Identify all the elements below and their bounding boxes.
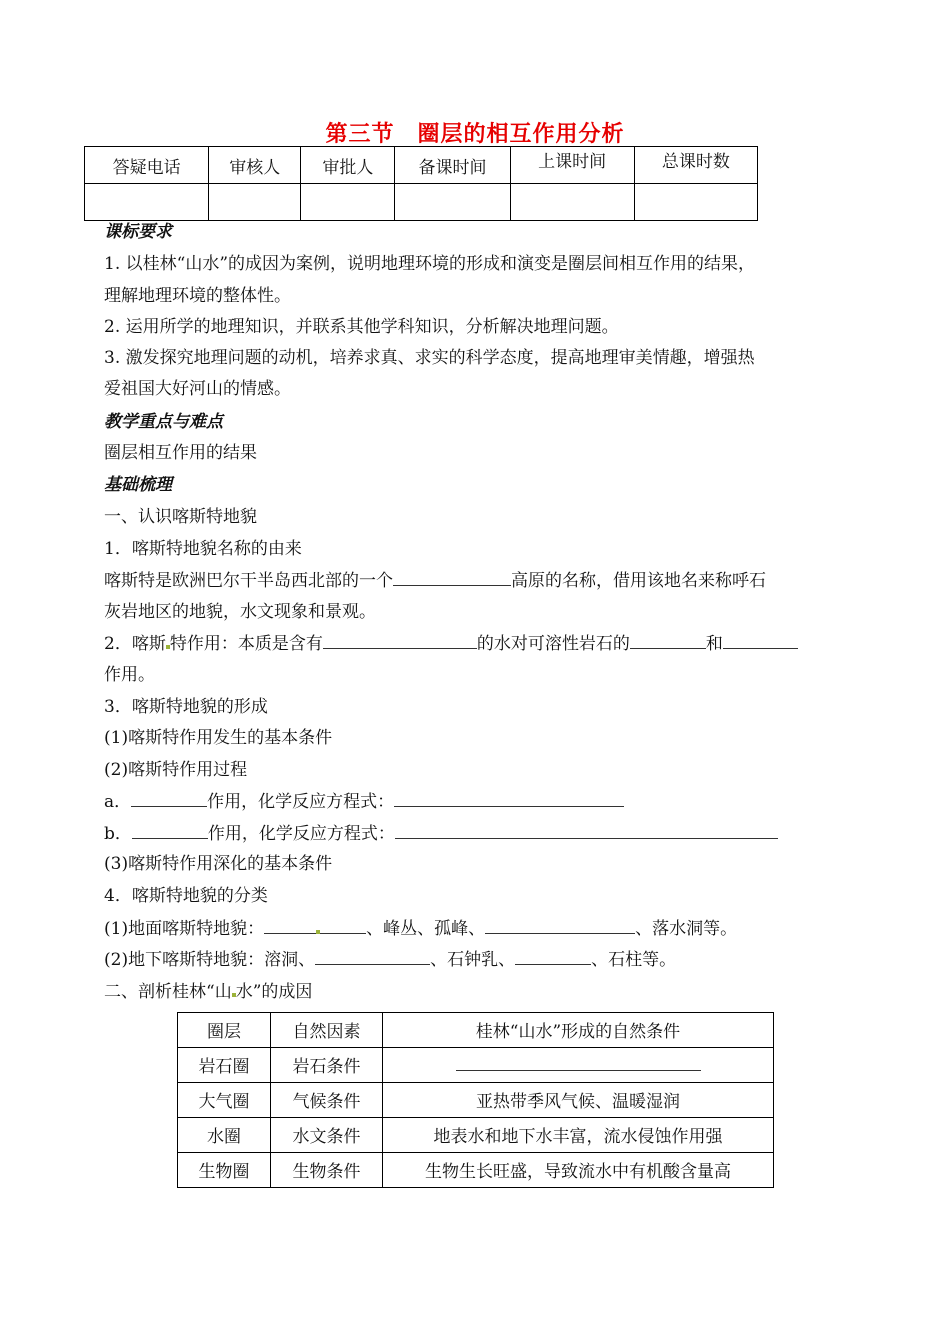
info-header-cell: 上课时间 [510,147,634,184]
info-blank-cell [395,184,510,221]
cause-table-row [178,1083,774,1118]
cause-cell: 水圈 [178,1118,271,1153]
part-heading: 一、认识喀斯特地貌 [104,507,257,527]
objective-1a: 1. 以桂林“山水”的成因为案例，说明地理环境的形成和演变是圈层间相互作用的结果， [104,254,756,274]
section-heading: 课标要求 [104,222,172,242]
info-header-cell: 总课时数 [634,147,757,184]
text-span: 2．喀斯 [104,634,166,654]
cause-table-row [178,1118,774,1153]
text-span: 和 [705,634,723,654]
question-4-2 [104,948,676,971]
section-heading: 基础梳理 [104,475,172,495]
fill-blank [315,948,430,965]
question-4: 4．喀斯特地貌的分类 [104,886,268,906]
fill-blank [320,917,366,934]
text-span: 特作用：本质是含有 [169,634,323,654]
question-1-text-cont: 灰岩地区的地貌，水文现象和景观。 [104,602,376,622]
question-2 [104,632,798,655]
key-point-text: 圈层相互作用的结果 [104,443,257,463]
cause-cell: 岩石圈 [178,1048,271,1083]
question-3-3: (3)喀斯特作用深化的基本条件 [104,854,333,874]
cause-cell: 岩石条件 [271,1048,383,1083]
info-header-cell: 审核人 [209,147,301,184]
objective-3a: 3. 激发探究地理问题的动机，培养求真、求实的科学态度，提高地理审美情趣，增强热 [104,348,755,368]
text-span: (2)地下喀斯特地貌：溶洞、 [104,950,316,970]
question-4-1 [104,917,737,940]
fill-blank [723,632,798,649]
cause-header-cell: 自然因素 [271,1013,383,1048]
fill-blank [323,632,477,649]
text-span: 喀斯特是欧洲巴尔干半岛西北部的一个 [104,571,393,591]
info-table-blank-row [85,184,758,221]
question-2-cont: 作用。 [104,665,155,685]
info-table-header-row [85,147,758,184]
part-heading [104,981,312,1003]
text-span: 、石钟乳、 [430,950,516,970]
text-span: 、峰丛、孤峰、 [366,919,486,939]
cause-cell: 大气圈 [178,1083,271,1118]
question-3-a [104,790,624,813]
fill-blank [485,917,635,934]
info-blank-cell [85,184,209,221]
fill-blank [630,632,706,649]
fill-blank [131,790,207,807]
cause-table-header-row [178,1013,774,1048]
fill-blank [395,822,778,839]
fill-blank [264,917,316,934]
text-span: 、石柱等。 [591,950,677,970]
fill-blank [132,822,208,839]
cause-header-cell: 桂林“山水”形成的自然条件 [383,1013,774,1048]
cause-cell: 亚热带季风气候、温暖湿润 [383,1083,774,1118]
text-span: a． [104,792,132,812]
text-span: 、落水洞等。 [635,919,738,939]
fill-blank [394,790,624,807]
text-span: 的水对可溶性岩石的 [476,634,630,654]
info-table [84,146,758,221]
info-blank-cell [301,184,395,221]
question-3-2: (2)喀斯特作用过程 [104,760,248,780]
text-span: (1)地面喀斯特地貌： [104,919,265,939]
fill-blank [393,569,511,586]
question-1-text [104,569,766,592]
question-3-1: (1)喀斯特作用发生的基本条件 [104,728,333,748]
info-header-cell: 审批人 [301,147,395,184]
info-header-cell: 备课时间 [395,147,510,184]
cause-cell: 生物圈 [178,1153,271,1188]
cause-cell: 水文条件 [271,1118,383,1153]
fill-blank [456,1052,701,1071]
cause-table-row [178,1048,774,1083]
fill-blank [515,948,591,965]
cause-cell: 地表水和地下水丰富，流水侵蚀作用强 [383,1118,774,1153]
cause-cell: 生物生长旺盛，导致流水中有机酸含量高 [383,1153,774,1188]
text-span: b． [104,824,132,844]
info-blank-cell [510,184,634,221]
text-span: 二、剖析桂林“山 [104,982,232,1002]
cause-header-cell: 圈层 [178,1013,271,1048]
cause-cell: 生物条件 [271,1153,383,1188]
cause-table [177,1012,774,1188]
cause-table-row [178,1153,774,1188]
text-span: 作用，化学反应方程式： [207,824,395,844]
cause-cell: 气候条件 [271,1083,383,1118]
question-1: 1．喀斯特地貌名称的由来 [104,539,302,559]
text-span: 作用，化学反应方程式： [207,792,395,812]
question-3: 3．喀斯特地貌的形成 [104,697,268,717]
objective-2: 2. 运用所学的地理知识，并联系其他学科知识，分析解决地理问题。 [104,317,619,337]
section-heading: 教学重点与难点 [104,412,223,432]
info-header-cell: 答疑电话 [85,147,209,184]
objective-1b: 理解地理环境的整体性。 [104,286,291,306]
info-blank-cell [634,184,757,221]
page-title: 第三节 圈层的相互作用分析 [325,121,625,147]
cause-cell-blank [383,1048,774,1083]
info-blank-cell [209,184,301,221]
question-3-b [104,822,778,845]
text-span: 水”的成因 [235,982,313,1002]
objective-3b: 爱祖国大好河山的情感。 [104,379,291,399]
text-span: 高原的名称，借用该地名来称呼石 [511,571,766,591]
